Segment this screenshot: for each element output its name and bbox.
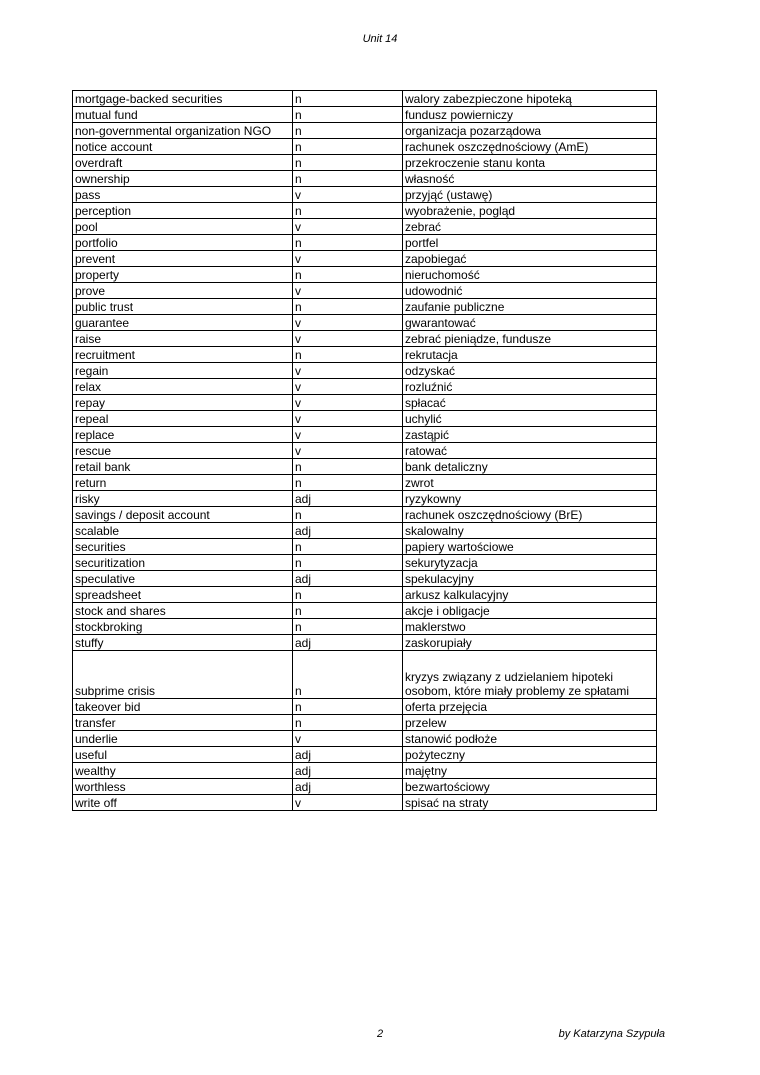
term-cell: ownership <box>73 171 293 187</box>
table-row <box>73 411 657 427</box>
term-cell: stuffy <box>73 635 293 651</box>
translation-cell: bezwartościowy <box>403 779 657 795</box>
term-cell: portfolio <box>73 235 293 251</box>
table-row <box>73 731 657 747</box>
table-row <box>73 331 657 347</box>
table-row <box>73 619 657 635</box>
part-of-speech-cell: n <box>293 651 403 699</box>
table-row <box>73 427 657 443</box>
part-of-speech-cell: n <box>293 603 403 619</box>
part-of-speech-cell: n <box>293 587 403 603</box>
term-cell: transfer <box>73 715 293 731</box>
translation-cell: bank detaliczny <box>403 459 657 475</box>
term-cell: rescue <box>73 443 293 459</box>
part-of-speech-cell: n <box>293 91 403 107</box>
translation-cell: zebrać <box>403 219 657 235</box>
table-row <box>73 571 657 587</box>
translation-cell: portfel <box>403 235 657 251</box>
translation-cell: sekurytyzacja <box>403 555 657 571</box>
table-row <box>73 507 657 523</box>
part-of-speech-cell: n <box>293 507 403 523</box>
term-cell: overdraft <box>73 155 293 171</box>
translation-cell: spłacać <box>403 395 657 411</box>
part-of-speech-cell: v <box>293 427 403 443</box>
table-row <box>73 155 657 171</box>
table-row <box>73 587 657 603</box>
translation-cell: fundusz powierniczy <box>403 107 657 123</box>
part-of-speech-cell: adj <box>293 635 403 651</box>
part-of-speech-cell: v <box>293 379 403 395</box>
term-cell: perception <box>73 203 293 219</box>
part-of-speech-cell: n <box>293 139 403 155</box>
term-cell: useful <box>73 747 293 763</box>
part-of-speech-cell: n <box>293 715 403 731</box>
term-cell: subprime crisis <box>73 651 293 699</box>
translation-cell: skalowalny <box>403 523 657 539</box>
table-row <box>73 443 657 459</box>
term-cell: property <box>73 267 293 283</box>
table-row <box>73 219 657 235</box>
translation-cell: rekrutacja <box>403 347 657 363</box>
term-cell: repeal <box>73 411 293 427</box>
translation-cell: nieruchomość <box>403 267 657 283</box>
table-row <box>73 123 657 139</box>
translation-line: osobom, które miały problemy ze spłatami <box>405 684 630 698</box>
term-cell: replace <box>73 427 293 443</box>
table-row <box>73 651 657 699</box>
part-of-speech-cell: v <box>293 251 403 267</box>
term-cell: speculative <box>73 571 293 587</box>
translation-cell: ryzykowny <box>403 491 657 507</box>
part-of-speech-cell: v <box>293 187 403 203</box>
table-row <box>73 539 657 555</box>
term-cell: non-governmental organization NGO <box>73 123 293 139</box>
table-row <box>73 363 657 379</box>
table-row <box>73 523 657 539</box>
table-row <box>73 203 657 219</box>
translation-cell: odzyskać <box>403 363 657 379</box>
term-cell: regain <box>73 363 293 379</box>
term-cell: mortgage-backed securities <box>73 91 293 107</box>
term-cell: retail bank <box>73 459 293 475</box>
translation-cell: rozluźnić <box>403 379 657 395</box>
part-of-speech-cell: adj <box>293 523 403 539</box>
table-row <box>73 267 657 283</box>
part-of-speech-cell: n <box>293 171 403 187</box>
part-of-speech-cell: v <box>293 395 403 411</box>
table-row <box>73 699 657 715</box>
part-of-speech-cell: v <box>293 731 403 747</box>
table-row <box>73 395 657 411</box>
part-of-speech-cell: v <box>293 411 403 427</box>
part-of-speech-cell: adj <box>293 763 403 779</box>
translation-cell: przekroczenie stanu konta <box>403 155 657 171</box>
part-of-speech-cell: v <box>293 363 403 379</box>
table-row <box>73 459 657 475</box>
part-of-speech-cell: n <box>293 267 403 283</box>
term-cell: stockbroking <box>73 619 293 635</box>
translation-cell: walory zabezpieczone hipoteką <box>403 91 657 107</box>
part-of-speech-cell: n <box>293 107 403 123</box>
term-cell: pass <box>73 187 293 203</box>
part-of-speech-cell: n <box>293 555 403 571</box>
table-row <box>73 171 657 187</box>
term-cell: spreadsheet <box>73 587 293 603</box>
translation-cell: uchylić <box>403 411 657 427</box>
part-of-speech-cell: n <box>293 123 403 139</box>
part-of-speech-cell: n <box>293 203 403 219</box>
translation-cell: spekulacyjny <box>403 571 657 587</box>
translation-line: kryzys związany z udzielaniem hipoteki <box>405 670 614 684</box>
part-of-speech-cell: adj <box>293 779 403 795</box>
term-cell: risky <box>73 491 293 507</box>
term-cell: securities <box>73 539 293 555</box>
part-of-speech-cell: n <box>293 459 403 475</box>
term-cell: pool <box>73 219 293 235</box>
term-cell: repay <box>73 395 293 411</box>
table-row <box>73 187 657 203</box>
part-of-speech-cell: n <box>293 475 403 491</box>
term-cell: return <box>73 475 293 491</box>
table-row <box>73 747 657 763</box>
table-row <box>73 235 657 251</box>
translation-cell: oferta przejęcia <box>403 699 657 715</box>
part-of-speech-cell: n <box>293 235 403 251</box>
page-header: Unit 14 <box>362 33 398 45</box>
table-row <box>73 795 657 811</box>
term-cell: mutual fund <box>73 107 293 123</box>
table-row <box>73 379 657 395</box>
term-cell: write off <box>73 795 293 811</box>
translation-cell: zwrot <box>403 475 657 491</box>
term-cell: notice account <box>73 139 293 155</box>
table-row <box>73 779 657 795</box>
vocabulary-table <box>72 90 657 811</box>
part-of-speech-cell: n <box>293 299 403 315</box>
translation-cell: organizacja pozarządowa <box>403 123 657 139</box>
table-row <box>73 715 657 731</box>
part-of-speech-cell: v <box>293 315 403 331</box>
table-row <box>73 475 657 491</box>
table-row <box>73 299 657 315</box>
translation-cell <box>403 651 657 699</box>
translation-cell: gwarantować <box>403 315 657 331</box>
translation-cell: przyjąć (ustawę) <box>403 187 657 203</box>
table-row <box>73 283 657 299</box>
part-of-speech-cell: n <box>293 539 403 555</box>
translation-cell: rachunek oszczędnościowy (BrE) <box>403 507 657 523</box>
table-row <box>73 555 657 571</box>
term-cell: prevent <box>73 251 293 267</box>
translation-cell: arkusz kalkulacyjny <box>403 587 657 603</box>
part-of-speech-cell: adj <box>293 571 403 587</box>
table-row <box>73 763 657 779</box>
part-of-speech-cell: v <box>293 795 403 811</box>
translation-cell: rachunek oszczędnościowy (AmE) <box>403 139 657 155</box>
table-row <box>73 347 657 363</box>
term-cell: underlie <box>73 731 293 747</box>
translation-cell: majętny <box>403 763 657 779</box>
vocabulary-table-body <box>73 91 657 811</box>
part-of-speech-cell: n <box>293 699 403 715</box>
term-cell: wealthy <box>73 763 293 779</box>
part-of-speech-cell: adj <box>293 491 403 507</box>
term-cell: prove <box>73 283 293 299</box>
translation-cell: zastąpić <box>403 427 657 443</box>
part-of-speech-cell: adj <box>293 747 403 763</box>
table-row <box>73 107 657 123</box>
translation-cell: zaskorupiały <box>403 635 657 651</box>
term-cell: securitization <box>73 555 293 571</box>
term-cell: public trust <box>73 299 293 315</box>
part-of-speech-cell: v <box>293 219 403 235</box>
table-row <box>73 491 657 507</box>
table-row <box>73 91 657 107</box>
translation-cell: stanowić podłoże <box>403 731 657 747</box>
table-row <box>73 139 657 155</box>
term-cell: takeover bid <box>73 699 293 715</box>
translation-cell: zapobiegać <box>403 251 657 267</box>
translation-cell: zaufanie publiczne <box>403 299 657 315</box>
translation-cell: pożyteczny <box>403 747 657 763</box>
page-number: 2 <box>376 1028 384 1040</box>
translation-cell: papiery wartościowe <box>403 539 657 555</box>
translation-cell: własność <box>403 171 657 187</box>
translation-cell: zebrać pieniądze, fundusze <box>403 331 657 347</box>
table-row <box>73 635 657 651</box>
translation-cell: spisać na straty <box>403 795 657 811</box>
term-cell: scalable <box>73 523 293 539</box>
term-cell: savings / deposit account <box>73 507 293 523</box>
translation-cell: akcje i obligacje <box>403 603 657 619</box>
author-credit: by Katarzyna Szypuła <box>558 1028 665 1040</box>
term-cell: raise <box>73 331 293 347</box>
translation-cell: przelew <box>403 715 657 731</box>
translation-cell: udowodnić <box>403 283 657 299</box>
table-row <box>73 603 657 619</box>
table-row <box>73 251 657 267</box>
table-row <box>73 315 657 331</box>
translation-cell: wyobrażenie, pogląd <box>403 203 657 219</box>
part-of-speech-cell: v <box>293 331 403 347</box>
term-cell: recruitment <box>73 347 293 363</box>
part-of-speech-cell: v <box>293 283 403 299</box>
term-cell: stock and shares <box>73 603 293 619</box>
part-of-speech-cell: v <box>293 443 403 459</box>
part-of-speech-cell: n <box>293 619 403 635</box>
term-cell: relax <box>73 379 293 395</box>
term-cell: worthless <box>73 779 293 795</box>
term-cell: guarantee <box>73 315 293 331</box>
part-of-speech-cell: n <box>293 155 403 171</box>
part-of-speech-cell: n <box>293 347 403 363</box>
translation-cell: maklerstwo <box>403 619 657 635</box>
translation-cell: ratować <box>403 443 657 459</box>
